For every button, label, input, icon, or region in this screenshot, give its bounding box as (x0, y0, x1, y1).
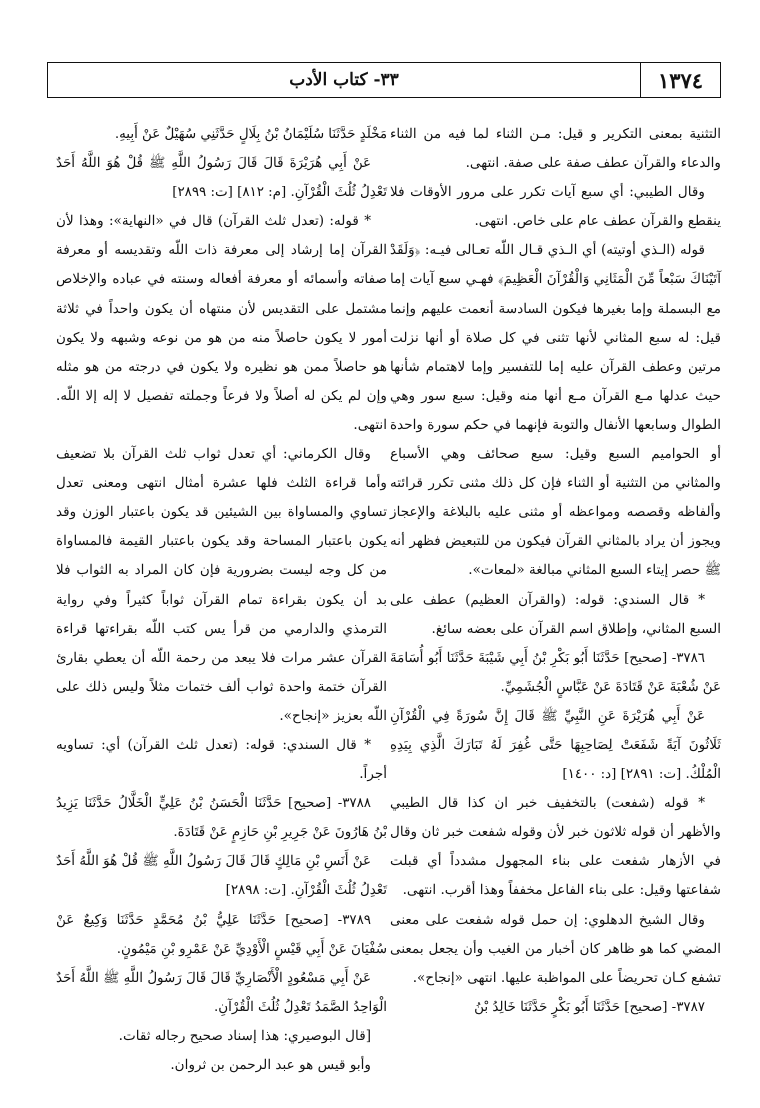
commentary-paragraph: * قوله: (تعدل ثلث القرآن) قال في «النهاية»: وهذا لأن القرآن إما إرشاد إلى معرفة ذات اللّه وتقديسه أو معرفة صفاته وأسمائه أو معرفة أفعاله وسنته في عباده والإخلاص مشتمل على التقديس لأن منتهاه أن يكون واحداً في ثلاثة أمور لا يكون حاصلاً منه من هو من نوعه وشبهه ولا يكون هو حاصلاً ممن هو نظيره ولا يكون في درجته من هو مثله وإن لم يكن له أصلاً ولا فرعاً وجملته تفصيل لا إله إلا اللّه. انتهى. (56, 213, 387, 433)
right-column (390, 120, 721, 1022)
commentary-paragraph: وقال الكرماني: أي تعدل ثواب ثلث القرآن بلا تضعيف وأما قراءة الثلث فلها عشرة أمثال انتهى ومعنى تعدل تساوي والمساواة بين الشيئين قد يكون باعتبار الوزن وقد يكون باعتبار المساحة وقد يكون باعتبار القيمة فالمساواة من كل وجه ليست بضرورية فإن كان المراد به الثواب فلا بد أن يكون بقراءة تمام القرآن ثواباً كثيراً وفي رواية الترمذي والدارمي من قرأ يس كتب اللّه بقراءتها قراءة القرآن عشر مرات فلا يبعد من رحمة اللّه أن يعطي بقارئ القرآن ختمة واحدة ثواب ألف ختمات مثلاً وليس ذلك على اللّه بعزيز «إنجاح». (56, 446, 387, 724)
commentary-paragraph: * قال السندي: قوله: (والقرآن العظيم) عطف على السبع المثاني، وإطلاق اسم القرآن على بعضه سائغ. (390, 591, 721, 637)
page-header (47, 62, 721, 98)
hadith-3787-matn: عَنْ أَبِي هُرَيْرَةَ قَالَ قَالَ رَسُولُ اللَّهِ ﷺ قُلْ هُوَ اللَّهُ أَحَدٌ تَعْدِلُ ثُلُثَ الْقُرْآنِ. [م: ٨١٢] [ت: ٢٨٩٩] (56, 156, 387, 201)
hadith-3788-isnad: ٣٧٨٨- [صحيح] حَدَّثَنَا الْحَسَنُ بْنُ عَلِيٍّ الْخَلَّالُ حَدَّثَنَا يَزِيدُ بْنُ هَارُونَ عَنْ جَرِيرِ بْنِ حَازِمٍ عَنْ قَتَادَةَ. (56, 796, 387, 841)
page-number: ١٣٧٤ (640, 63, 720, 97)
hadith-3789-isnad: ٣٧٨٩- [صحيح] حَدَّثَنَا عَلِيُّ بْنُ مُحَمَّدٍ حَدَّثَنَا وَكِيعٌ عَنْ سُفْيَانَ عَنْ أَبِي قَيْسٍ الْأَوْدِيِّ عَنْ عَمْرِو بْنِ مَيْمُونٍ. (56, 912, 387, 957)
hadith-3786-matn: عَنْ أَبِي هُرَيْرَةَ عَنِ النَّبِيِّ ﷺ قَالَ إِنَّ سُورَةً فِي الْقُرْآنِ ثَلَاثُونَ آيَةً شَفَعَتْ لِصَاحِبِهَا حَتَّى غُفِرَ لَهُ تَبَارَكَ الَّذِي بِيَدِهِ الْمُلْكُ. [ت: ٢٨٩١] [د: ١٤٠٠] (390, 708, 721, 783)
commentary-paragraph: وقال الطيبي: أي سبع آيات تكرر على مرور الأوقات فلا ينقطع والقرآن عطف عام على خاص. انتهى. (390, 184, 721, 230)
zawaid-note: [قال البوصيري: هذا إسناد صحيح رجاله ثقات. (118, 1027, 371, 1044)
commentary-paragraph: وقال الشيخ الدهلوي: إن حمل قوله شفعت على معنى المضي كما هو ظاهر كان أخبار من الغيب وأن يجعل بمعنى تشفع كـان تحريضاً على المواظبة عليها. انتهى «إنجاح». (390, 911, 721, 986)
commentary-paragraph: * قال السندي: قوله: (تعدل ثلث القرآن) أي: تساويه أجراً. (56, 736, 387, 783)
commentary-paragraph: قوله (الـذي أوتيته) أي الـذي قـال اللّه تعـالى فيـه: ﴿وَلَقَدْ آتَيْنَاكَ سَبْعاً مِّنَ الْمَثَانِي وَالْقُرْآنَ الْعَظِيمَ﴾ فهـي سبع آيات إما مع البسملة وإما بغيرها فيكون السادسة أنعمت عليهم وإنما قيل: له سبع المثاني لأنها تثنى في كل صلاة أو أنها نزلت مرتين وعطف القرآن عليه إما للتفسير وإما لاهتمام شأنها حيث عدلها مـع القرآن مـع أنها منه وقيل: سبع سور وهي الطوال وسابعها الأنفال والتوبة فإنهما في حكم سورة واحدة أو الحواميم السبع وقيل: سبع صحائف وهي الأسباع والمثاني من التثنية أو الثناء فإن كل ذلك مثنى تكرر قرائته وألفاظه وقصصه ومواعظه أو مثنى عليه بالبلاغة والإعجاز ويجوز أن يراد بالمثاني القرآن فيكون من للتبعيض فظهر أنه ﷺ حصر إيتاء السبع المثاني مبالغة «لمعات». (390, 242, 721, 579)
hadith-3788-matn: عَنْ أَنَسِ بْنِ مَالِكٍ قَالَ قَالَ رَسُولُ اللَّهِ ﷺ قُلْ هُوَ اللَّهُ أَحَدٌ تَعْدِلُ ثُلُثَ الْقُرْآنِ. [ت: ٢٨٩٨] (56, 854, 387, 899)
book-title: ٣٣- كتاب الأدب (289, 70, 399, 90)
narrator-note: وأبو قيس هو عبد الرحمن بن ثروان. (170, 1057, 371, 1073)
hadith-3786-isnad: ٣٧٨٦- [صحيح] حَدَّثَنَا أَبُو بَكْرِ بْنُ أَبِي شَيْبَةَ حَدَّثَنَا أَبُو أُسَامَةَ عَنْ شُعْبَةَ عَنْ قَتَادَةَ عَنْ عَبَّاسٍ الْجُشَمِيِّ. (390, 650, 721, 695)
hadith-3789-matn: عَنْ أَبِي مَسْعُودٍ الْأَنْصَارِيِّ قَالَ قَالَ رَسُولُ اللَّهِ ﷺ اللَّهُ أَحَدٌ الْوَاحِدُ الصَّمَدُ تَعْدِلُ ثُلُثَ الْقُرْآنِ. (56, 970, 387, 1015)
left-column (56, 120, 387, 1080)
hadith-3787-isnad: ٣٧٨٧- [صحيح] حَدَّثَنَا أَبُو بَكْرٍ حَدَّثَنَا خَالِدُ بْنُ (474, 999, 705, 1015)
hadith-3787-isnad-continued: مَخْلَدٍ حَدَّثَنَا سُلَيْمَانُ بْنُ بِلَالٍ حَدَّثَنِي سُهَيْلٌ عَنْ أَبِيهِ. (114, 127, 387, 142)
commentary-paragraph: التثنية بمعنى التكرير و قيل: مـن الثناء لما فيه من الثناء والدعاء والقرآن عطف صفة على صفة. انتهى. (390, 126, 721, 172)
commentary-paragraph: * قوله (شفعت) بالتخفيف خبر ان كذا قال الطيبي والأظهر أن قوله ثلاثون خبر لأن وقوله شفعت خبر ثان وقال في الأزهار شفعت على بناء المجهول مشدداً أي قبلت شفاعتها وقيل: على بناء الفاعل مخففاً وهذا أقرب. انتهى. (390, 795, 721, 899)
